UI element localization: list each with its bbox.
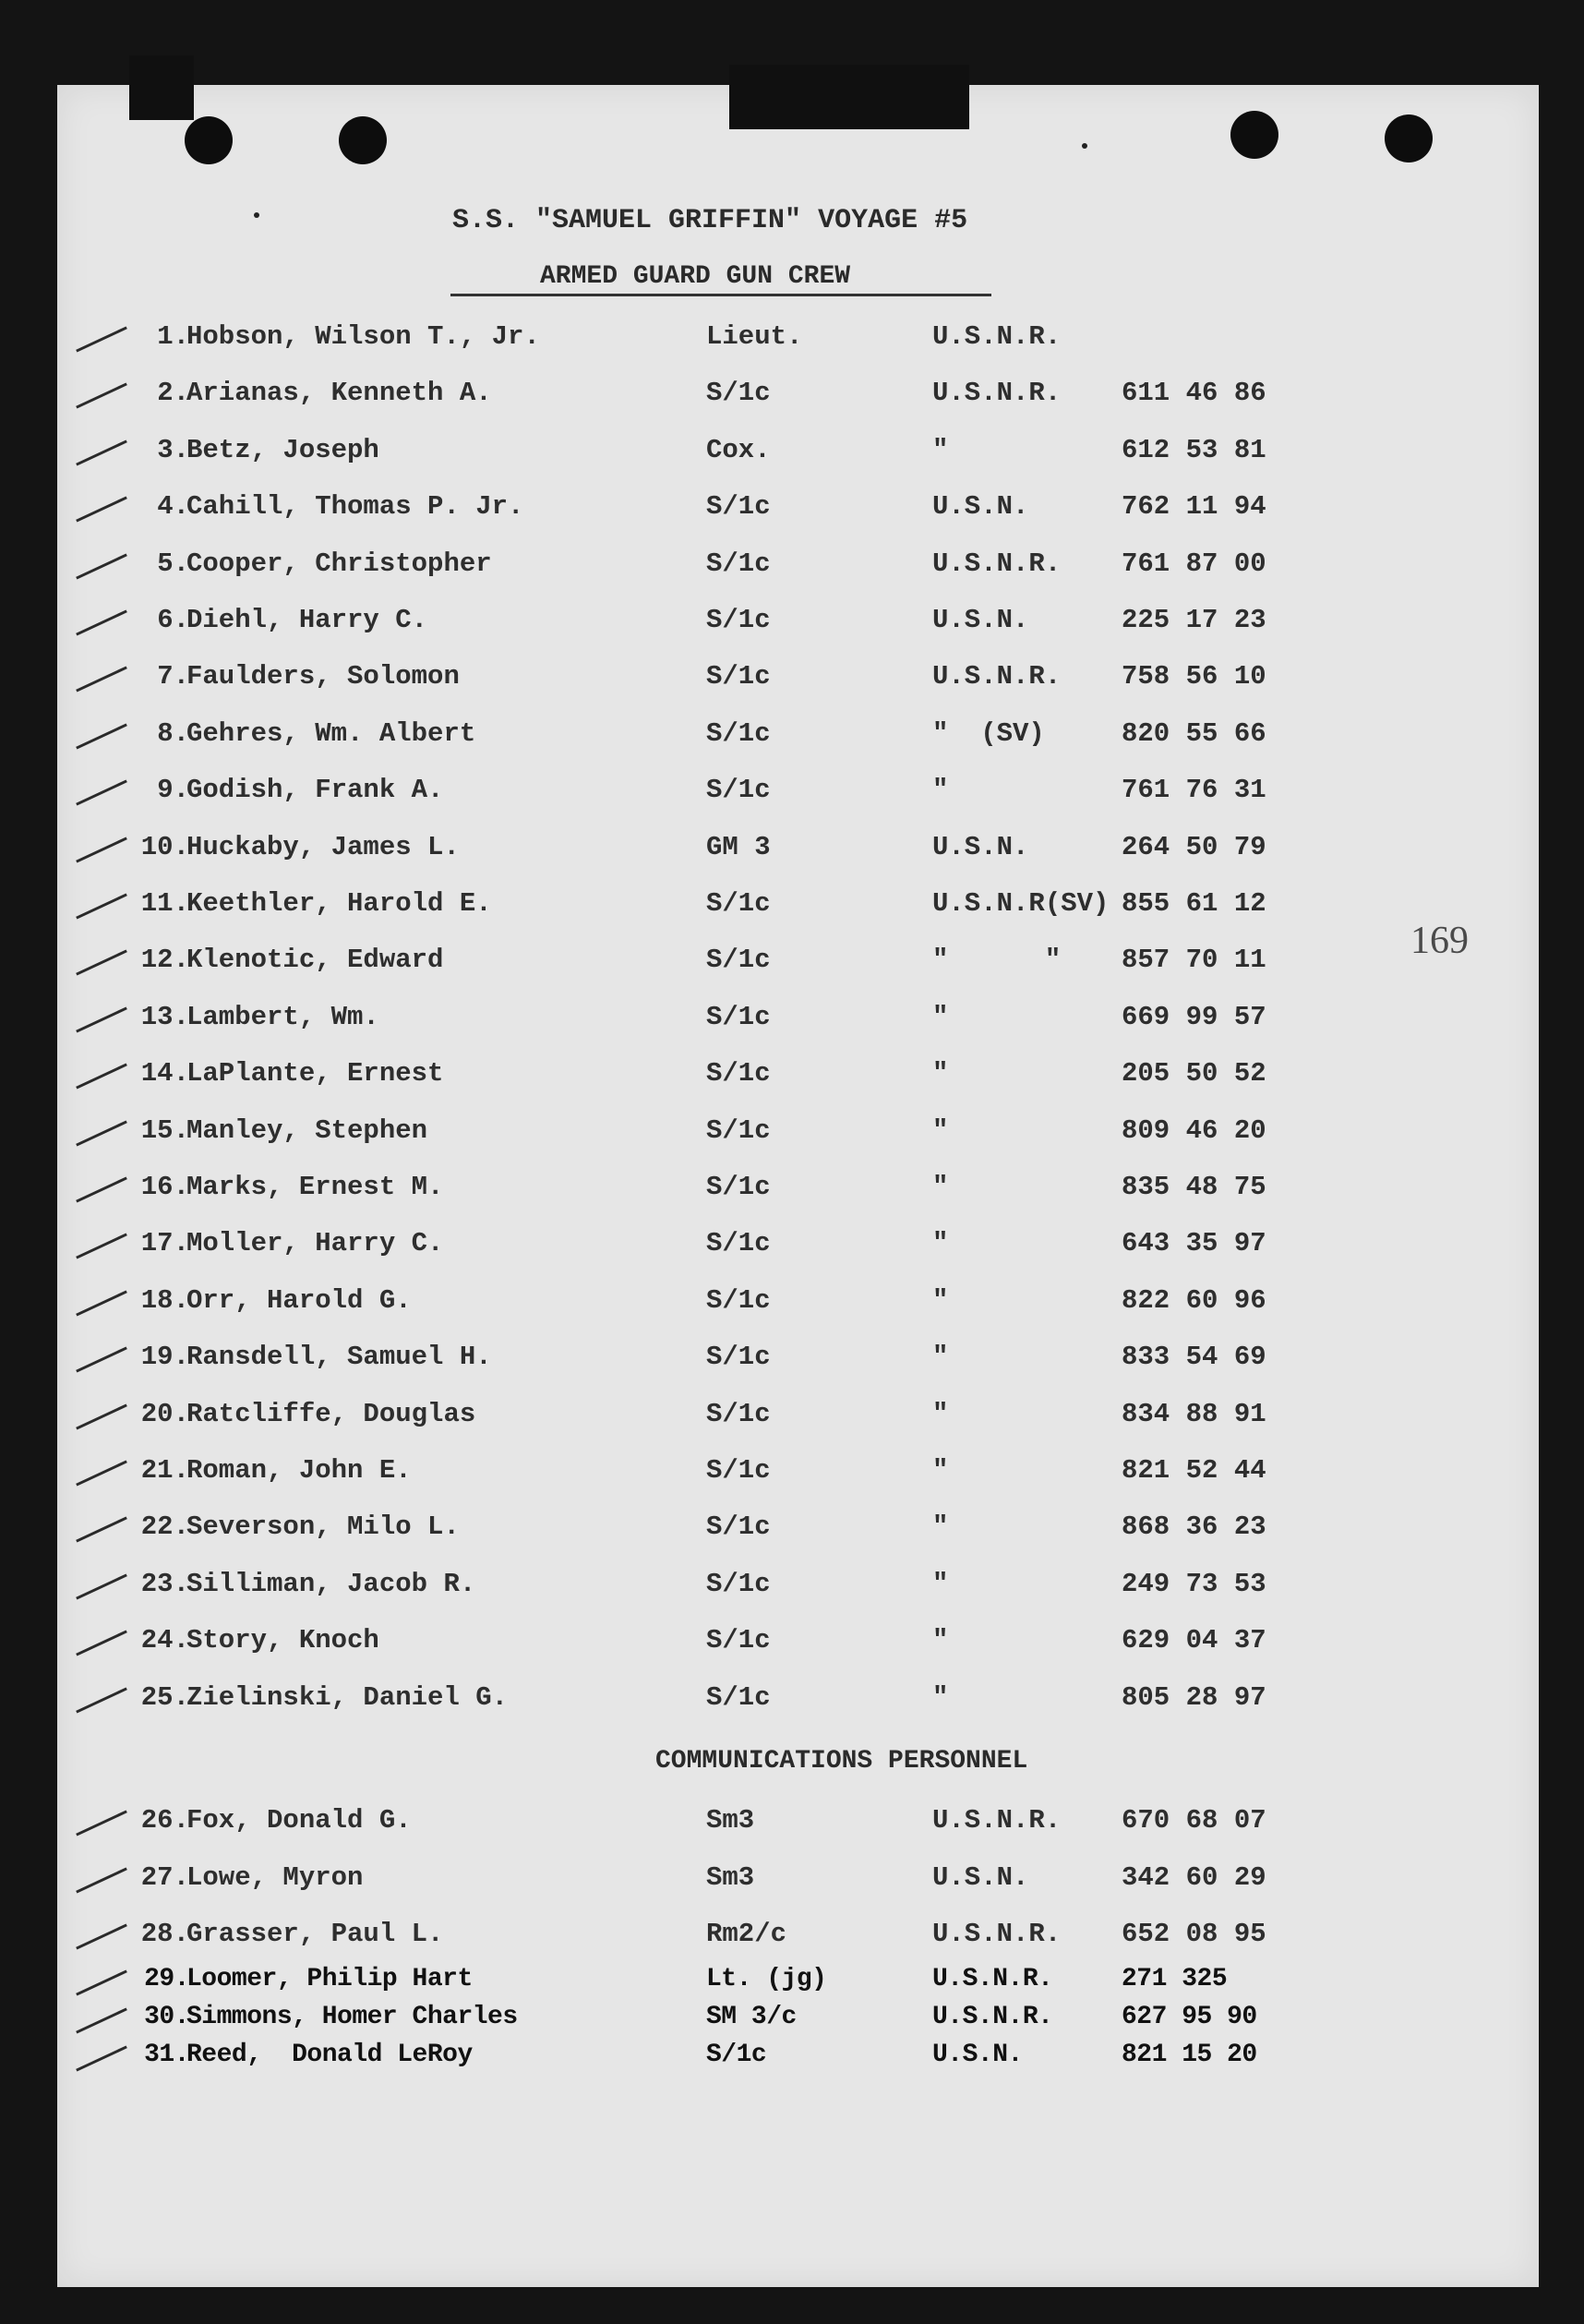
- row-branch: U.S.N.: [932, 605, 1029, 635]
- row-branch: U.S.N.: [932, 2040, 1023, 2069]
- table-row: [0, 1115, 1482, 1152]
- row-num: 22.: [140, 1511, 189, 1543]
- row-name: LaPlante, Ernest: [186, 1058, 444, 1090]
- row-num: 6.: [157, 605, 189, 635]
- row-name: Fox, Donald G.: [186, 1805, 412, 1836]
- row-rate: S/1c: [706, 888, 771, 919]
- table-row: [0, 491, 1482, 528]
- speck: [254, 212, 259, 218]
- row-name: Zielinski, Daniel G.: [186, 1681, 509, 1713]
- row-serial: 669 99 57: [1122, 1001, 1266, 1032]
- row-name: Silliman, Jacob R.: [186, 1568, 476, 1599]
- punch-hole: [1230, 111, 1278, 159]
- row-num: 14.: [140, 1058, 189, 1090]
- table-row: [0, 1455, 1482, 1492]
- table-row: [0, 775, 1482, 812]
- row-name: Simmons, Homer Charles: [186, 2002, 518, 2031]
- table-row: [0, 2003, 1482, 2040]
- row-serial: 805 28 97: [1122, 1681, 1266, 1713]
- punch-hole: [1385, 114, 1433, 163]
- row-name: Lowe, Myron: [186, 1861, 364, 1893]
- row-rate: S/1c: [706, 1001, 771, 1032]
- row-num: 2.: [157, 378, 189, 409]
- row-rate: Cox.: [706, 434, 771, 465]
- row-rate: S/1c: [706, 1398, 771, 1429]
- row-serial: 225 17 23: [1122, 605, 1266, 635]
- row-num: 23.: [140, 1568, 189, 1599]
- row-branch: U.S.N.: [932, 831, 1029, 862]
- row-rate: S/1c: [706, 1114, 771, 1146]
- row-rate: S/1c: [706, 378, 771, 409]
- row-name: Betz, Joseph: [186, 434, 379, 465]
- row-rate: Lt. (jg): [706, 1964, 827, 1993]
- page-subtitle: ARMED GUARD GUN CREW: [540, 262, 851, 291]
- row-rate: S/1c: [706, 1625, 771, 1656]
- row-branch: U.S.N.: [932, 491, 1029, 523]
- row-rate: S/1c: [706, 1058, 771, 1090]
- table-row: [0, 378, 1482, 415]
- row-num: 18.: [140, 1284, 189, 1316]
- row-serial: 868 36 23: [1122, 1511, 1266, 1543]
- row-serial: 627 95 90: [1122, 2002, 1257, 2031]
- row-branch: ": [932, 1342, 949, 1373]
- row-name: Faulders, Solomon: [186, 661, 460, 692]
- row-branch: U.S.N.R.: [932, 321, 1062, 352]
- table-row: [0, 435, 1482, 472]
- row-num: 1.: [157, 321, 189, 352]
- table-row: [0, 718, 1482, 755]
- table-row: [0, 1228, 1482, 1265]
- row-name: Severson, Milo L.: [186, 1511, 460, 1543]
- row-branch: ": [932, 1001, 949, 1032]
- row-rate: S/1c: [706, 548, 771, 579]
- row-branch: " ": [932, 945, 1062, 976]
- row-serial: 821 15 20: [1122, 2040, 1257, 2069]
- row-branch: U.S.N.R.: [932, 1964, 1053, 1993]
- row-serial: 761 76 31: [1122, 775, 1266, 806]
- table-row: [0, 1002, 1482, 1039]
- row-rate: Sm3: [706, 1805, 755, 1836]
- row-rate: S/1c: [706, 1228, 771, 1259]
- row-rate: S/1c: [706, 717, 771, 749]
- row-rate: S/1c: [706, 605, 771, 635]
- row-num: 9.: [157, 775, 189, 806]
- table-row: [0, 1058, 1482, 1095]
- table-row: [0, 1919, 1482, 1956]
- row-serial: 820 55 66: [1122, 717, 1266, 749]
- row-serial: 855 61 12: [1122, 888, 1266, 919]
- row-num: 30.: [144, 2002, 189, 2031]
- row-num: 26.: [140, 1805, 189, 1836]
- row-name: Lambert, Wm.: [186, 1001, 379, 1032]
- table-row: [0, 548, 1482, 585]
- row-branch: U.S.N.R.: [932, 2002, 1053, 2031]
- row-serial: 643 35 97: [1122, 1228, 1266, 1259]
- row-num: 7.: [157, 661, 189, 692]
- row-num: 17.: [140, 1228, 189, 1259]
- row-name: Loomer, Philip Hart: [186, 1964, 473, 1993]
- row-serial: 611 46 86: [1122, 378, 1266, 409]
- table-row: [0, 1569, 1482, 1606]
- row-rate: S/1c: [706, 1342, 771, 1373]
- row-branch: U.S.N.R.: [932, 661, 1062, 692]
- row-name: Arianas, Kenneth A.: [186, 378, 492, 409]
- row-num: 31.: [144, 2040, 189, 2069]
- row-rate: GM 3: [706, 831, 771, 862]
- row-num: 24.: [140, 1625, 189, 1656]
- row-serial: 822 60 96: [1122, 1284, 1266, 1316]
- row-name: Reed, Donald LeRoy: [186, 2040, 473, 2069]
- row-num: 10.: [140, 831, 189, 862]
- row-branch: ": [932, 1625, 949, 1656]
- table-row: [0, 661, 1482, 698]
- row-rate: S/1c: [706, 491, 771, 523]
- row-serial: 857 70 11: [1122, 945, 1266, 976]
- row-name: Gehres, Wm. Albert: [186, 717, 476, 749]
- section-heading: COMMUNICATIONS PERSONNEL: [655, 1747, 1028, 1776]
- row-serial: 833 54 69: [1122, 1342, 1266, 1373]
- row-num: 12.: [140, 945, 189, 976]
- table-row: [0, 1625, 1482, 1662]
- table-row: [0, 1862, 1482, 1899]
- row-rate: S/1c: [706, 1681, 771, 1713]
- row-rate: S/1c: [706, 1455, 771, 1486]
- table-row: [0, 1172, 1482, 1209]
- table-row: [0, 1342, 1482, 1379]
- table-row: [0, 1399, 1482, 1436]
- row-branch: U.S.N.R.: [932, 1919, 1062, 1949]
- row-serial: 612 53 81: [1122, 434, 1266, 465]
- table-row: [0, 888, 1482, 925]
- row-rate: Lieut.: [706, 321, 803, 352]
- table-row: [0, 2041, 1482, 2077]
- row-branch: ": [932, 1511, 949, 1543]
- row-serial: 821 52 44: [1122, 1455, 1266, 1486]
- row-branch: U.S.N.R.: [932, 1805, 1062, 1836]
- punch-hole: [185, 116, 233, 164]
- row-branch: ": [932, 1455, 949, 1486]
- table-row: [0, 321, 1482, 358]
- row-serial: 835 48 75: [1122, 1172, 1266, 1202]
- row-rate: S/1c: [706, 945, 771, 976]
- punch-hole: [339, 116, 387, 164]
- row-serial: 809 46 20: [1122, 1114, 1266, 1146]
- row-num: 5.: [157, 548, 189, 579]
- row-num: 27.: [140, 1861, 189, 1893]
- row-branch: ": [932, 1284, 949, 1316]
- row-branch: ": [932, 775, 949, 806]
- row-name: Diehl, Harry C.: [186, 605, 428, 635]
- row-branch: U.S.N.R.: [932, 548, 1062, 579]
- row-serial: 342 60 29: [1122, 1861, 1266, 1893]
- row-name: Cahill, Thomas P. Jr.: [186, 491, 524, 523]
- row-serial: 758 56 10: [1122, 661, 1266, 692]
- table-row: [0, 945, 1482, 981]
- title-underline: [450, 294, 991, 296]
- row-name: Keethler, Harold E.: [186, 888, 492, 919]
- row-rate: SM 3/c: [706, 2002, 797, 2031]
- row-name: Orr, Harold G.: [186, 1284, 412, 1316]
- row-name: Story, Knoch: [186, 1625, 379, 1656]
- row-serial: 761 87 00: [1122, 548, 1266, 579]
- row-rate: S/1c: [706, 775, 771, 806]
- row-branch: ": [932, 1228, 949, 1259]
- row-serial: 652 08 95: [1122, 1919, 1266, 1949]
- row-num: 21.: [140, 1455, 189, 1486]
- row-branch: U.S.N.R(SV): [932, 888, 1110, 919]
- row-num: 16.: [140, 1172, 189, 1202]
- clip-tab: [129, 55, 194, 120]
- row-num: 3.: [157, 434, 189, 465]
- row-branch: ": [932, 1681, 949, 1713]
- row-name: Ratcliffe, Douglas: [186, 1398, 476, 1429]
- row-serial: 834 88 91: [1122, 1398, 1266, 1429]
- row-num: 15.: [140, 1114, 189, 1146]
- row-branch: ": [932, 1172, 949, 1202]
- row-serial: 762 11 94: [1122, 491, 1266, 523]
- table-row: [0, 605, 1482, 642]
- row-rate: S/1c: [706, 2040, 767, 2069]
- row-branch: U.S.N.R.: [932, 378, 1062, 409]
- speck: [1082, 143, 1087, 149]
- row-rate: S/1c: [706, 1284, 771, 1316]
- row-name: Manley, Stephen: [186, 1114, 428, 1146]
- clip-tab: [729, 65, 969, 129]
- table-row: [0, 1805, 1482, 1842]
- row-serial: 629 04 37: [1122, 1625, 1266, 1656]
- row-branch: " (SV): [932, 717, 1045, 749]
- page-number: 169: [1410, 920, 1469, 962]
- row-rate: Rm2/c: [706, 1919, 787, 1949]
- row-num: 8.: [157, 717, 189, 749]
- row-serial: 670 68 07: [1122, 1805, 1266, 1836]
- row-serial: 249 73 53: [1122, 1568, 1266, 1599]
- row-branch: ": [932, 1568, 949, 1599]
- row-name: Moller, Harry C.: [186, 1228, 444, 1259]
- row-branch: ": [932, 1398, 949, 1429]
- row-name: Marks, Ernest M.: [186, 1172, 444, 1202]
- row-rate: S/1c: [706, 1511, 771, 1543]
- row-rate: S/1c: [706, 1568, 771, 1599]
- row-serial: 205 50 52: [1122, 1058, 1266, 1090]
- row-num: 20.: [140, 1398, 189, 1429]
- row-num: 28.: [140, 1919, 189, 1949]
- row-name: Cooper, Christopher: [186, 548, 492, 579]
- row-num: 11.: [140, 888, 189, 919]
- table-row: [0, 1285, 1482, 1322]
- row-name: Grasser, Paul L.: [186, 1919, 444, 1949]
- row-branch: ": [932, 1114, 949, 1146]
- row-num: 25.: [140, 1681, 189, 1713]
- row-rate: S/1c: [706, 1172, 771, 1202]
- row-name: Roman, John E.: [186, 1455, 412, 1486]
- row-rate: Sm3: [706, 1861, 755, 1893]
- row-branch: ": [932, 1058, 949, 1090]
- row-name: Klenotic, Edward: [186, 945, 444, 976]
- row-branch: U.S.N.: [932, 1861, 1029, 1893]
- row-name: Ransdell, Samuel H.: [186, 1342, 492, 1373]
- row-name: Huckaby, James L.: [186, 831, 460, 862]
- row-name: Hobson, Wilson T., Jr.: [186, 321, 540, 352]
- row-branch: ": [932, 434, 949, 465]
- table-row: [0, 832, 1482, 869]
- row-num: 19.: [140, 1342, 189, 1373]
- row-num: 4.: [157, 491, 189, 523]
- row-serial: 264 50 79: [1122, 831, 1266, 862]
- table-row: [0, 1965, 1482, 2002]
- page-title: S.S. "SAMUEL GRIFFIN" VOYAGE #5: [452, 205, 968, 236]
- row-serial: 271 325: [1122, 1964, 1228, 1993]
- table-row: [0, 1511, 1482, 1548]
- row-num: 29.: [144, 1964, 189, 1993]
- row-rate: S/1c: [706, 661, 771, 692]
- row-num: 13.: [140, 1001, 189, 1032]
- table-row: [0, 1682, 1482, 1719]
- row-name: Godish, Frank A.: [186, 775, 444, 806]
